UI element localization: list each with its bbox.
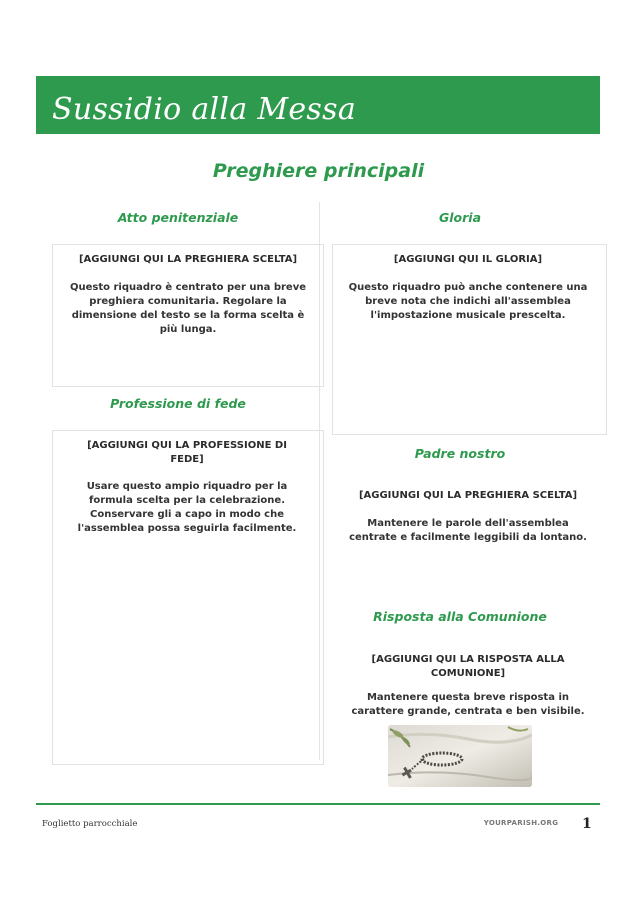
placeholder-padre-nostro: [AGGIUNGI QUI LA PREGHIERA SCELTA]: [358, 490, 578, 501]
placeholder-professione-di-fede: [AGGIUNGI QUI LA PROFESSIONE DI FEDE]: [87, 440, 287, 465]
heading-professione-di-fede: Professione di fede: [110, 396, 246, 411]
rosary-illustration: [388, 725, 532, 787]
heading-atto-penitenziale: Atto penitenziale: [117, 210, 239, 225]
body-professione-di-fede: Usare questo ampio riquadro per la formula scelta per la celebrazione. Conservare gli a capo in modo che l'assemblea possa seguirla facilmente.: [77, 481, 297, 534]
body-gloria: Questo riquadro può anche contenere una breve nota che indichi all'assemblea l'impostazione musicale prescelta.: [348, 282, 588, 321]
section-title: Preghiere principali: [212, 160, 425, 182]
body-risposta-comunione: Mantenere questa breve risposta in carattere grande, centrata e ben visibile.: [351, 692, 585, 717]
footer-divider: [36, 803, 600, 805]
footer-bulletin-label: Foglietto parrocchiale: [42, 819, 138, 829]
heading-padre-nostro: Padre nostro: [414, 446, 506, 461]
header-banner: [36, 76, 600, 134]
body-atto-penitenziale: Questo riquadro è centrato per una breve preghiera comunitaria. Regolare la dimensione del testo se la forma scelta è più lunga.: [70, 282, 306, 335]
placeholder-risposta-comunione: [AGGIUNGI QUI LA RISPOSTA ALLA COMUNIONE]: [371, 654, 565, 679]
placeholder-gloria: [AGGIUNGI QUI IL GLORIA]: [393, 254, 543, 265]
body-padre-nostro: Mantenere le parole dell'assemblea centrate e facilmente leggibili da lontano.: [349, 518, 587, 543]
box-gloria: [332, 244, 607, 435]
footer-website: YOURPARISH.ORG: [483, 819, 559, 827]
placeholder-atto-penitenziale: [AGGIUNGI QUI LA PREGHIERA SCELTA]: [78, 254, 298, 265]
heading-risposta-comunione: Risposta alla Comunione: [373, 609, 547, 624]
rosary-photo: [388, 725, 532, 787]
page-number: 1: [582, 816, 592, 832]
page-title: Sussidio alla Messa: [52, 92, 357, 127]
heading-gloria: Gloria: [438, 210, 482, 225]
